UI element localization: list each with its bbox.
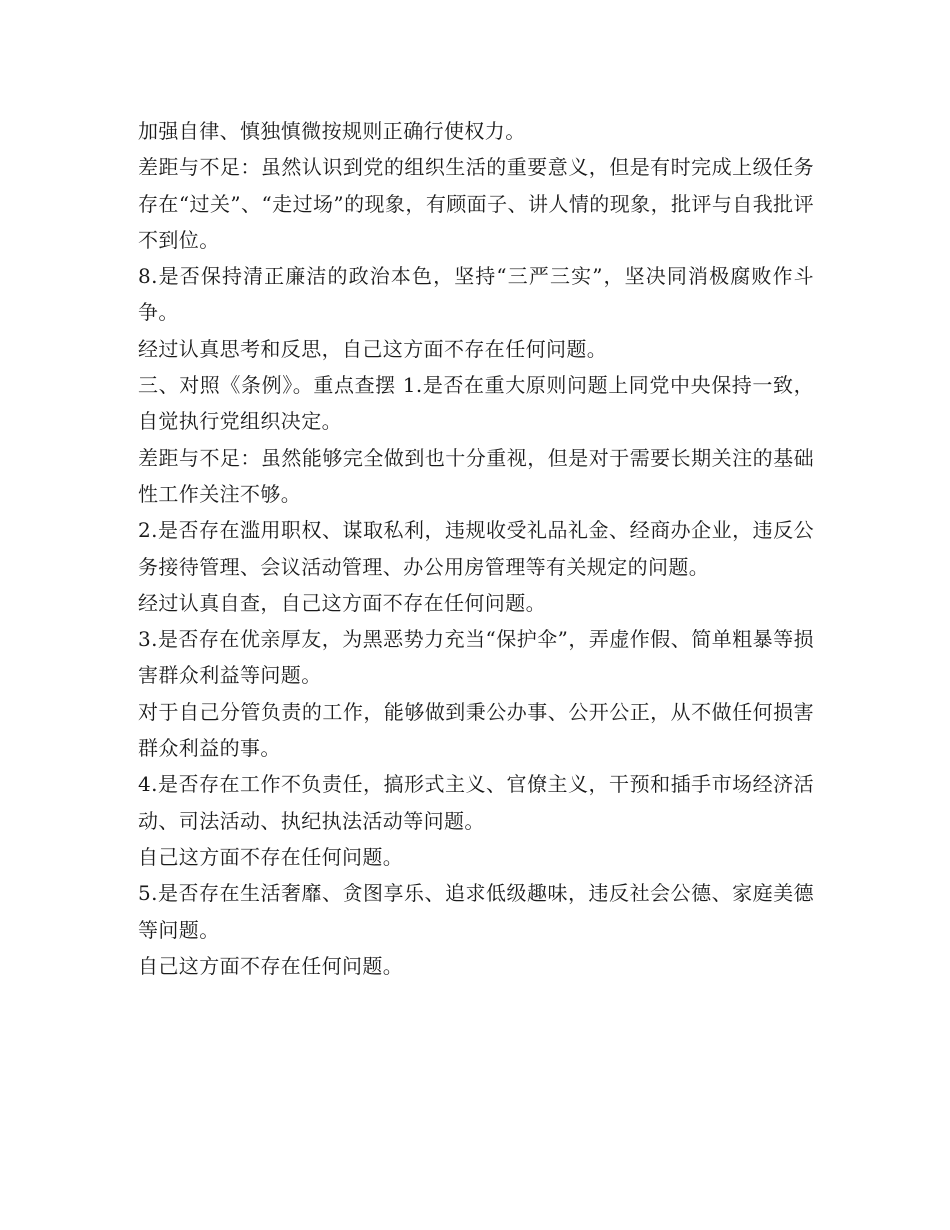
paragraph-14: 自己这方面不存在任何问题。 [138,953,404,978]
paragraph-5: 三、对照《条例》。重点查摆 1.是否在重大原则问题上同党中央保持一致，自觉执行党组织决定。 [138,373,814,434]
paragraph-4: 经过认真思考和反思，自己这方面不存在任何问题。 [138,336,608,361]
paragraph-9: 3.是否存在优亲厚友，为黑恶势力充当“保护伞”，弄虚作假、简单粗暴等损害群众利益等问题。 [138,627,814,688]
paragraph-8: 经过认真自查，自己这方面不存在任何问题。 [138,590,546,615]
paragraph-1: 加强自律、慎独慎微按规则正确行使权力。 [138,119,526,143]
paragraph-7: 2.是否存在滥用职权、谋取私利，违规收受礼品礼金、经商办企业，违反公务接待管理、会议活动管理、办公用房管理等有关规定的问题。 [138,518,814,579]
document-body [138,113,814,984]
paragraph-10: 对于自己分管负责的工作，能够做到秉公办事、公开公正，从不做任何损害群众利益的事。 [138,699,814,761]
paragraph-13: 5.是否存在生活奢靡、贪图享乐、追求低级趣味，违反社会公德、家庭美德等问题。 [138,881,814,942]
paragraph-3: 8.是否保持清正廉洁的政治本色，坚持“三严三实”，坚决同消极腐败作斗争。 [138,264,814,325]
paragraph-2: 差距与不足：虽然认识到党的组织生活的重要意义，但是有时完成上级任务存在“过关”、“走过场”的现象，有顾面子、讲人情的现象，批评与自我批评不到位。 [138,155,814,252]
paragraph-6: 差距与不足：虽然能够完全做到也十分重视，但是对于需要长期关注的基础性工作关注不够。 [138,445,814,506]
paragraph-12: 自己这方面不存在任何问题。 [138,844,404,869]
paragraph-11: 4.是否存在工作不负责任，搞形式主义、官僚主义，干预和插手市场经济活动、司法活动、执纪执法活动等问题。 [138,772,814,833]
